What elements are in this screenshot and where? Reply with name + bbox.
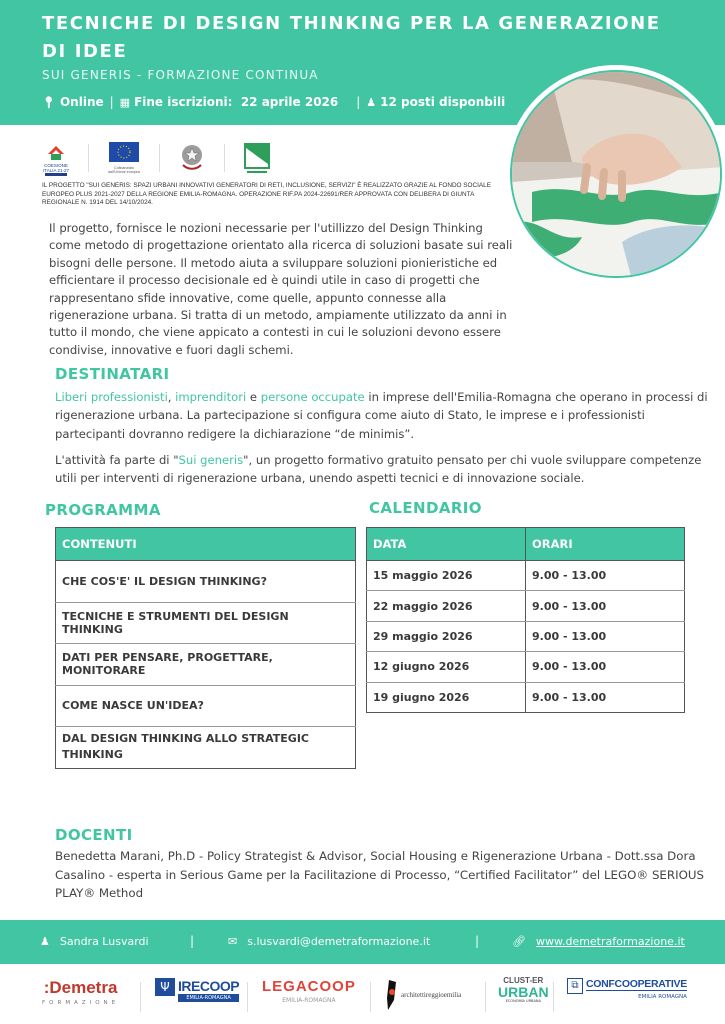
programma-table [55, 527, 356, 769]
divider [247, 982, 248, 1012]
column-header-contenuti: CONTENUTI [56, 528, 356, 561]
highlight-sui-generis: Sui generis [178, 453, 244, 467]
column-header-data: DATA [367, 528, 526, 561]
logo-text: architettireggioemilia [401, 991, 462, 999]
deadline-label: Fine iscrizioni: [134, 95, 233, 109]
section-heading-calendario: CALENDARIO [369, 499, 482, 517]
table-row [367, 682, 685, 712]
text: e [246, 390, 261, 404]
section-heading-docenti: DOCENTI [55, 826, 133, 844]
logo-text: IRECOOP [178, 978, 240, 994]
docenti-paragraph: Benedetta Marani, Ph.D - Policy Strategist & Advisor, Social Housing e Rigenerazione Urbana - Dott.ssa Dora Casalino - esperta in Serious Game per la Facilitazione di Processo, “Certified Facilitator” del LEGO® SERIOUS PLAY® Method [55, 849, 704, 900]
programma-item: COME NASCE UN'IDEA? [56, 685, 356, 727]
table-row [56, 727, 356, 769]
separator: | [356, 95, 361, 109]
logo-subtext: FORMAZIONE [42, 1000, 120, 1006]
calendar-icon: ▦ [119, 95, 131, 109]
session-date: 29 maggio 2026 [367, 621, 526, 651]
table-row [367, 591, 685, 621]
text: , [167, 390, 176, 404]
session-time: 9.00 - 13.00 [526, 591, 685, 621]
table-row [56, 602, 356, 644]
deadline-date: 22 aprile 2026 [240, 95, 339, 109]
seats-available: 12 posti disponbili [380, 95, 506, 109]
emilia-romagna-region-logo [243, 140, 271, 176]
programma-item: TECNICHE E STRUMENTI DEL DESIGN THINKING [56, 602, 356, 644]
highlight-liberi-professionisti: Liberi professionisti [55, 390, 168, 404]
highlight-imprenditori: imprenditori [175, 390, 247, 404]
page-title: TECNICHE DI DESIGN THINKING PER LA GENERAZIONE DI IDEE [42, 13, 661, 62]
divider [553, 982, 554, 1012]
separator: | [109, 95, 114, 109]
contact-name: Sandra Lusvardi [59, 935, 149, 948]
session-date: 22 maggio 2026 [367, 591, 526, 621]
highlight-persone-occupate: persone occupate [260, 390, 365, 404]
text: in imprese dell'Emilia-Romagna che operano in processi di rigenerazione urbana. La partecipazione si configura come aiuto di Stato, le imprese e i professionisti partecipanti dovranno redigere la dichiarazione “de minimis”. [55, 390, 708, 441]
logo-subtext: EMILIA ROMAGNA [638, 994, 687, 1000]
hand-on-map-photo [510, 70, 722, 278]
session-time: 9.00 - 13.00 [526, 561, 685, 591]
logo-subtext: EMILIA-ROMAGNA [178, 994, 239, 1002]
table-row [56, 644, 356, 686]
table-row [56, 561, 356, 603]
divider [159, 144, 160, 172]
divider [88, 144, 89, 172]
separator: | [190, 934, 195, 948]
session-date: 12 giugno 2026 [367, 652, 526, 682]
section-heading-destinatari: DESTINATARI [55, 365, 170, 383]
contact-website[interactable] [512, 935, 685, 948]
italian-republic-emblem [178, 140, 206, 176]
event-meta [42, 95, 505, 109]
website-link[interactable]: www.demetraformazione.it [535, 935, 685, 948]
table-row [367, 652, 685, 682]
column-header-orari: ORARI [526, 528, 685, 561]
divider [485, 982, 486, 1012]
intro-paragraph: Il progetto, fornisce le nozioni necessarie per l'utillizzo del Design Thinking come metodo di progettazione orientato alla ricerca di soluzioni basate sui reali bisogni delle persone. Il metodo aiuta a sviluppare soluzioni pionieristiche ed efficientare il processo decisionale ed è quindi utile in caso di progetti che rappresentano sfide innovative, come quelle, appunto connesse alla rigenerazione urbana. Si tratta di un metodo, ampiamente utilizzato da anni in tutto il mondo, che viene appicato a contesti in cui le soluzioni devono essere condivise, innovative e fuori dagli schemi. [49, 221, 513, 357]
text: ", un progetto formativo gratuito pensato per chi vuole sviluppare competenze utili per interventi di rigenerazione urbana, unendo aspetti tecnici e di innovazione sociale. [55, 453, 702, 486]
programma-item: DATI PER PENSARE, PROGETTARE, MONITORARE [56, 644, 356, 686]
contact-bar [0, 920, 725, 964]
logo-text: LEGACOOP [262, 978, 356, 995]
envelope-icon: ✉ [228, 935, 238, 948]
divider [224, 144, 225, 172]
logo-subtext: ECONOMIA URBANA [505, 999, 541, 1003]
table-row [56, 685, 356, 727]
contact-person [40, 935, 149, 948]
contact-email[interactable] [228, 935, 430, 948]
programma-item: DAL DESIGN THINKING ALLO STRATEGIC THINKING [56, 727, 356, 769]
svg-text:COESIONE: COESIONE [44, 163, 68, 168]
destinatari-paragraph [55, 388, 715, 443]
divider [370, 982, 371, 1012]
sui-generis-paragraph [55, 451, 715, 488]
table-row [367, 621, 685, 651]
divider [140, 982, 141, 1012]
calendario-table [366, 527, 685, 713]
confcooperative-logo [567, 978, 687, 1000]
svg-text:ITALIA 21-27: ITALIA 21-27 [43, 168, 69, 173]
irecoop-emblem-icon: Ψ [155, 978, 175, 996]
page-subtitle: SUI GENERIS - FORMAZIONE CONTINUA [42, 68, 319, 82]
svg-text:dall'Unione europea: dall'Unione europea [108, 170, 140, 174]
funding-legal-note: IL PROGETTO "SUI GENERIS: SPAZI URBANI INNOVATIVI GENERATORI DI RETI, INCLUSIONE, SERVIZI" È REALIZZATO GRAZIE AL FONDO SOCIALE EUROPEO PLUS 2021-2027 DELLA REGIONE EMILIA-ROMAGNA. OPERAZIONE RIF.PA 2024-22691/RER APPROVATA CON DELIBERA DI GIUNTA REGIONALE N. 1914 DEL 14/10/2024. [42, 182, 492, 206]
user-icon: ♟ [40, 935, 50, 948]
logo-text: CLUST-ER [503, 976, 544, 985]
architetti-reggioemilia-logo [385, 980, 461, 1010]
link-icon: 🔗︎ [512, 935, 526, 948]
eu-flag-logo [107, 140, 141, 176]
email-address[interactable]: s.lusvardi@demetraformazione.it [247, 935, 431, 948]
map-pin-icon: 📍︎ [42, 95, 56, 109]
legacoop-logo [262, 978, 356, 1004]
coesione-italia-logo [42, 140, 70, 176]
section-heading-programma: PROGRAMMA [45, 501, 161, 519]
table-row [367, 561, 685, 591]
logo-text: CONFCOOPERATIVE [586, 978, 687, 990]
logo-subtext: EMILIA-ROMAGNA [282, 997, 336, 1004]
session-date: 15 maggio 2026 [367, 561, 526, 591]
session-time: 9.00 - 13.00 [526, 652, 685, 682]
irecoop-logo [155, 978, 239, 1002]
location: Online [59, 95, 104, 109]
text: L'attività fa parte di " [55, 453, 179, 467]
session-date: 19 giugno 2026 [367, 682, 526, 712]
partner-logos [0, 968, 725, 1024]
logo-text: URBAN [498, 984, 549, 1000]
user-icon: ♟ [366, 95, 377, 109]
clust-er-urban-logo [498, 976, 549, 1003]
session-time: 9.00 - 13.00 [526, 621, 685, 651]
architetti-brush-icon [385, 980, 399, 1010]
confcooperative-emblem-icon: ⧉ [567, 978, 583, 994]
hand-on-map-icon [512, 72, 722, 278]
svg-text:Cofinanziato: Cofinanziato [114, 166, 134, 170]
programma-item: CHE COS'E' IL DESIGN THINKING? [56, 561, 356, 603]
separator: | [475, 934, 480, 948]
logo-text: :Demetra [43, 978, 118, 997]
demetra-logo [42, 978, 119, 1006]
session-time: 9.00 - 13.00 [526, 682, 685, 712]
funding-logos [42, 140, 271, 176]
